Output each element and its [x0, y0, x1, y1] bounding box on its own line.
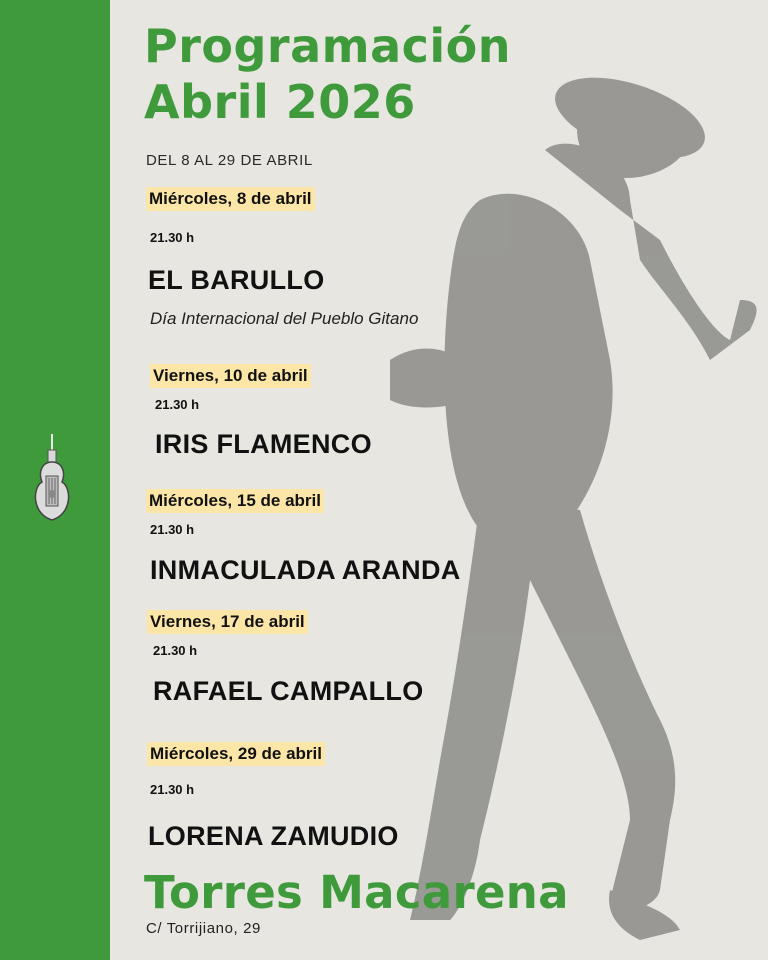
venue-name: Torres Macarena: [144, 866, 569, 919]
event-time: 21.30 h: [150, 522, 195, 537]
event-artist: INMACULADA ARANDA: [150, 555, 461, 585]
event-date: Viernes, 17 de abril: [147, 610, 308, 634]
page-title: [144, 18, 511, 130]
event-artist: IRIS FLAMENCO: [155, 429, 372, 459]
guitar-emblem-icon: [28, 432, 76, 524]
title-line-1: Programación: [144, 19, 512, 73]
event-artist: LORENA ZAMUDIO: [148, 821, 399, 851]
event-time: 21.30 h: [155, 397, 200, 412]
event-time: 21.30 h: [153, 643, 198, 658]
event-artist: RAFAEL CAMPALLO: [153, 676, 424, 706]
venue-address: C/ Torrijiano, 29: [146, 920, 261, 937]
event-date: Miércoles, 15 de abril: [146, 489, 324, 513]
event-time: 21.30 h: [150, 230, 195, 245]
event-time: 21.30 h: [150, 782, 195, 797]
date-range: DEL 8 AL 29 DE ABRIL: [146, 152, 313, 169]
event-date: Miércoles, 8 de abril: [146, 187, 315, 211]
event-date: Viernes, 10 de abril: [150, 364, 311, 388]
event-subtitle: Día Internacional del Pueblo Gitano: [150, 309, 419, 328]
event-date: Miércoles, 29 de abril: [147, 742, 325, 766]
title-line-2: Abril 2026: [144, 75, 416, 129]
event-artist: EL BARULLO: [148, 265, 325, 295]
